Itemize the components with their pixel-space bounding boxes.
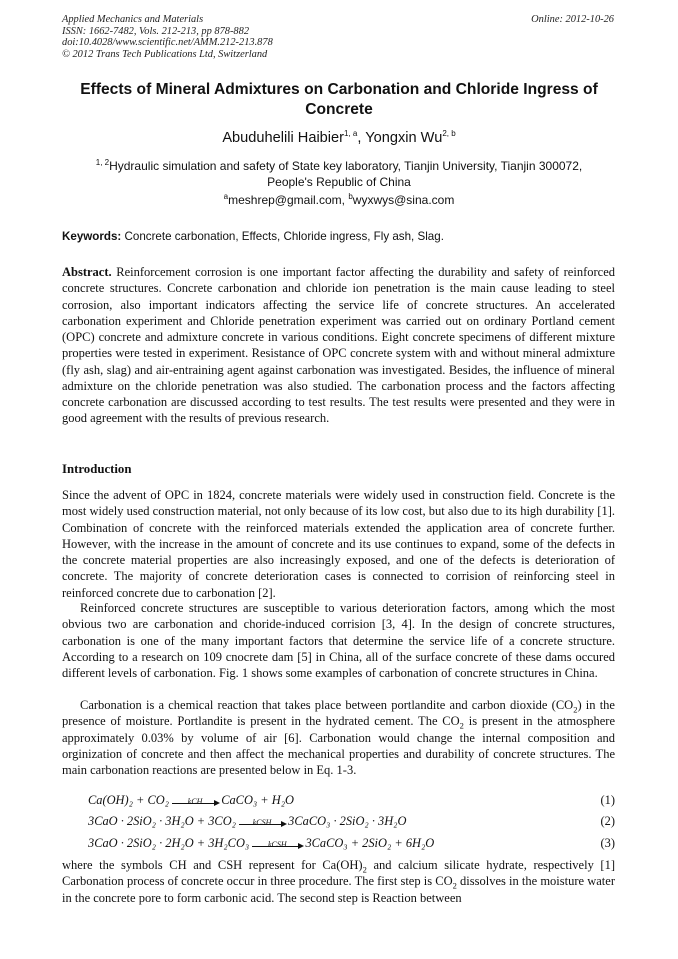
p3-text-a: Carbonation is a chemical reaction that takes place between portlandite and carbon dioxide (CO bbox=[80, 698, 574, 712]
eq1-arrow bbox=[172, 798, 218, 804]
p3-sub-2: 2 bbox=[459, 720, 464, 731]
journal-name: Applied Mechanics and Materials bbox=[62, 14, 204, 25]
eq2-lhs: 3CaO · 2SiO₂ · 3H₂O + 3CO₂ bbox=[88, 814, 236, 828]
eq1-catalyst: kCH bbox=[187, 797, 203, 806]
introduction-heading: Introduction bbox=[62, 462, 132, 476]
intro-paragraph-3 bbox=[62, 697, 615, 778]
intro-paragraph-1: Since the advent of OPC in 1824, concrete materials were widely used in construction field. Concrete is the most widely used construction material, not only because of its low cost, but also due to its high durability [1]. Combination of concrete with the reinforced materials extended the application area of concrete further. However, with the increase in the amount of concrete and its use continues to expand, some of the defects in the concrete material properties are also increasingly exposed, and one of the defects is deterioration of concrete. The majority of concrete deterioration cases is connected to corrision of reinforcing steel in reinforced concrete due to carbonation [2]. bbox=[62, 488, 615, 600]
issn-line: ISSN: 1662-7482, Vols. 212-213, pp 878-882 bbox=[62, 25, 250, 37]
eq3-arrow bbox=[252, 841, 302, 847]
paper-title: Effects of Mineral Admixtures on Carbonation and Chloride Ingress of Concrete bbox=[80, 81, 598, 118]
equation-1 bbox=[88, 793, 615, 808]
keywords bbox=[62, 230, 616, 243]
abstract-label: Abstract. bbox=[62, 265, 112, 279]
journal-header bbox=[62, 14, 273, 60]
eq2-rhs: 3CaCO₃ · 2SiO₂ · 3H₂O bbox=[288, 814, 407, 828]
eq1-rhs: CaCO₃ + H₂O bbox=[221, 793, 294, 807]
copyright-line: © 2012 Trans Tech Publications Ltd, Switzerland bbox=[62, 48, 268, 60]
after-sub-2: 2 bbox=[452, 880, 457, 891]
email-separator: , bbox=[341, 193, 349, 207]
after-text-a: where the symbols CH and CSH represent for Ca(OH) bbox=[62, 858, 363, 872]
email-b-sup: b bbox=[348, 192, 353, 201]
doi-line: doi:10.4028/www.scientific.net/AMM.212-213.878 bbox=[62, 37, 273, 49]
keywords-label: Keywords: bbox=[62, 230, 122, 243]
author-2-sup: 2, b bbox=[442, 129, 456, 139]
author-2: Yongxin Wu bbox=[365, 130, 443, 146]
eq2-arrow bbox=[239, 819, 285, 825]
keywords-text: Concrete carbonation, Effects, Chloride ingress, Fly ash, Slag. bbox=[121, 230, 444, 243]
eq1-lhs: Ca(OH)₂ + CO₂ bbox=[88, 793, 169, 807]
p3-text-c: is present in the atmosphere approximately 0.03% by volume of air [6]. Carbonation would change the internal composition and orginization of concrete and then affect the mechanical properties and durability of concrete structures. The main carbonation reactions are presented below in Eq. 1-3. bbox=[62, 714, 615, 777]
after-text-b: and calcium silicate hydrate, respectively [1] Carbonation process of concrete occur in three procedure. The first step is CO bbox=[62, 858, 615, 889]
author-line bbox=[62, 130, 616, 146]
eq3-rhs: 3CaCO₃ + 2SiO₂ + 6H₂O bbox=[305, 836, 435, 850]
author-separator: , bbox=[357, 130, 366, 146]
equation-2 bbox=[88, 814, 615, 829]
affiliation bbox=[62, 158, 616, 190]
affiliation-line-1: Hydraulic simulation and safety of State key laboratory, Tianjin University, Tianjin 300072, bbox=[109, 159, 583, 173]
intro-paragraph-2: Reinforced concrete structures are susceptible to various deterioration factors, among which the most obvious two are carbonation and choride-induced corrision [3, 4]. In the design of concrete structures, carbonation is one of the many important factors that determine the service life of a concrete structure. According to a research on 109 cnocrete dam [5] in China, all of the surface concrete of these dams occured different levels of carbonation. Fig. 1 shows some examples of carbonation of concrete structures in China. bbox=[62, 601, 615, 680]
after-sub-1: 2 bbox=[362, 864, 367, 875]
affiliation-sup: 1, 2 bbox=[95, 158, 110, 167]
affiliation-line-2: People's Republic of China bbox=[267, 175, 411, 189]
email-a-sup: a bbox=[223, 192, 229, 201]
eq2-number: (2) bbox=[600, 814, 615, 828]
abstract-text: Reinforcement corrosion is one important factor affecting the durability and safety of reinforced concrete structures. Concrete carbonation and chloride ion penetration is the main cause leading to steel corrosion, also important indicators affecting the service life of concrete structures. An accelerated carbonation experiment and Chloride penetration experiment was carried out on ordinary Portland cement (OPC) concrete and admixture concrete in various conditions. Eight concrete specimens of different mixture properties were tested in experiment. Resistance of OPC concrete system with and without mineral admixture (fly ash, slag) and air-entraining agent against carbonation was investigated. Besides, the influence of mineral admixture on the chloride penetration was also studied. The carbonation process and the factors affecting concrete carbonation are discussed according to test results. The test results were presented and they were in good agreement with the results of previous research. bbox=[62, 265, 615, 426]
email-b[interactable]: wyxwys@sina.com bbox=[352, 193, 455, 207]
eq3-lhs: 3CaO · 2SiO₂ · 2H₂O + 3H₂CO₃ bbox=[88, 836, 250, 850]
abstract bbox=[62, 264, 615, 427]
eq2-catalyst: kCSH bbox=[252, 818, 272, 827]
online-date: Online: 2012-10-26 bbox=[531, 14, 614, 25]
email-a[interactable]: meshrep@gmail.com bbox=[228, 193, 342, 207]
author-1-sup: 1, a bbox=[344, 129, 358, 139]
p3-sub-1: 2 bbox=[573, 704, 578, 715]
eq3-number: (3) bbox=[600, 836, 615, 850]
equation-3 bbox=[88, 836, 615, 851]
author-1: Abuduhelili Haibier bbox=[222, 130, 345, 146]
post-equation-paragraph bbox=[62, 857, 615, 906]
eq1-number: (1) bbox=[600, 793, 615, 807]
email-line bbox=[62, 193, 616, 207]
p3-text-b: ) in the presence of moisture. Portlandite is present in the hydrated cement. The CO bbox=[62, 698, 615, 729]
eq3-catalyst: kCSH bbox=[267, 840, 287, 849]
after-text-c: dissolves in the moisture water in the concrete pore to form carbonic acid. The second step is Reaction between bbox=[62, 874, 615, 905]
